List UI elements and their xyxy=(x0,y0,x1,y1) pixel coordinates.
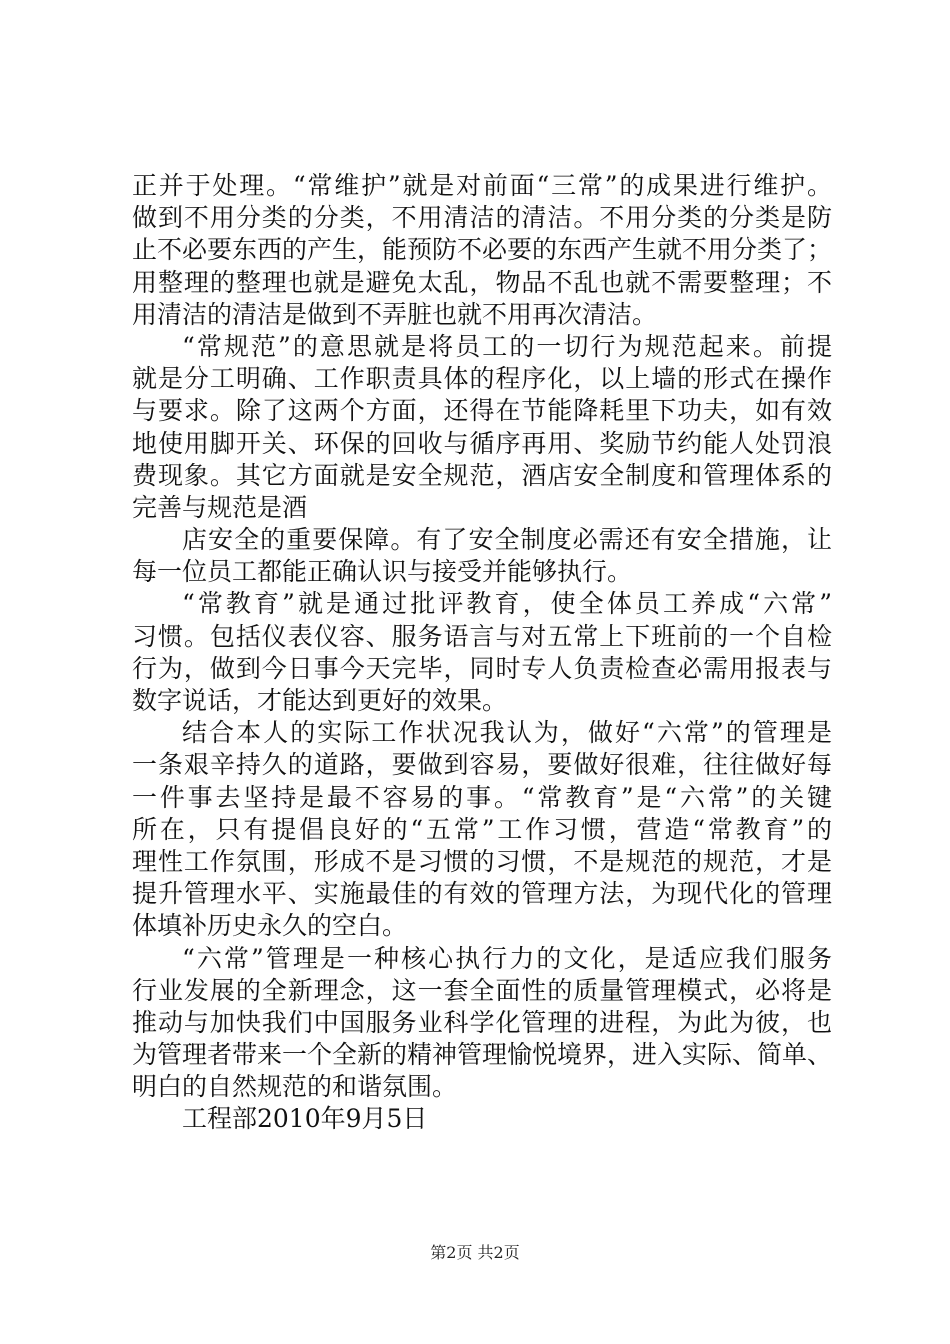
text-line: 结合本人的实际工作状况我认为，做好“六常”的管理是 xyxy=(182,718,832,748)
text-line: “六常”管理是一种核心执行力的文化，是适应我们服务 xyxy=(182,943,832,973)
text-line: 数字说话，才能达到更好的效果。 xyxy=(132,686,508,715)
text-line: 费现象。其它方面就是安全规范，酒店安全制度和管理体系的 xyxy=(132,460,832,490)
text-line: 完善与规范是酒 xyxy=(132,492,308,522)
text-line: 体填补历史永久的空白。 xyxy=(132,911,408,941)
text-line: 地使用脚开关、环保的回收与循序再用、奖励节约能人处罚浪 xyxy=(132,428,832,458)
text-line: 每一位员工都能正确认识与接受并能够执行。 xyxy=(132,557,633,587)
text-line: 与要求。除了这两个方面，还得在节能降耗里下功夫，如有效 xyxy=(132,396,832,426)
text-line: 为管理者带来一个全新的精神管理愉悦境界，进入实际、简单、 xyxy=(132,1040,833,1070)
text-line: “常规范”的意思就是将员工的一切行为规范起来。前提 xyxy=(182,331,832,361)
text-line: 止不必要东西的产生，能预防不必要的东西产生就不用分类了； xyxy=(132,235,833,265)
text-line: 一件事去坚持是最不容易的事。“常教育”是“六常”的关键 xyxy=(132,782,832,812)
text-line: 就是分工明确、工作职责具体的程序化，以上墙的形式在操作 xyxy=(132,364,832,394)
text-line: 工程部2010年9月5日 xyxy=(182,1104,428,1134)
text-line: 推动与加快我们中国服务业科学化管理的进程，为此为彼，也 xyxy=(132,1007,832,1037)
text-line: 用清洁的清洁是做到不弄脏也就不用再次清洁。 xyxy=(132,299,658,329)
text-line: 行为，做到今日事今天完毕，同时专人负责检查必需用报表与 xyxy=(132,653,832,683)
text-line: 明白的自然规范的和谐氛围。 xyxy=(132,1072,458,1102)
document-body xyxy=(132,170,832,1136)
text-line: 店安全的重要保障。有了安全制度必需还有安全措施，让 xyxy=(182,525,832,555)
text-line: 正并于处理。“常维护”就是对前面“三常”的成果进行维护。 xyxy=(132,171,832,200)
text-line: 提升管理水平、实施最佳的有效的管理方法，为现代化的管理 xyxy=(132,879,832,909)
text-line: 用整理的整理也就是避免太乱，物品不乱也就不需要整理；不 xyxy=(132,267,832,297)
text-line: 行业发展的全新理念，这一套全面性的质量管理模式，必将是 xyxy=(132,975,832,1005)
page-footer: 第2页 共2页 xyxy=(430,1243,520,1262)
text-line: 所在，只有提倡良好的“五常”工作习惯，营造“常教育”的 xyxy=(132,814,832,844)
text-line: 理性工作氛围，形成不是习惯的习惯，不是规范的规范，才是 xyxy=(132,846,832,876)
text-line: 习惯。包括仪表仪容、服务语言与对五常上下班前的一个自检 xyxy=(132,621,832,651)
text-line: 一条艰辛持久的道路，要做到容易，要做好很难，往往做好每 xyxy=(132,750,832,780)
text-line: 做到不用分类的分类，不用清洁的清洁。不用分类的分类是防 xyxy=(132,203,832,233)
text-line: “常教育”就是通过批评教育，使全体员工养成“六常” xyxy=(182,589,832,619)
